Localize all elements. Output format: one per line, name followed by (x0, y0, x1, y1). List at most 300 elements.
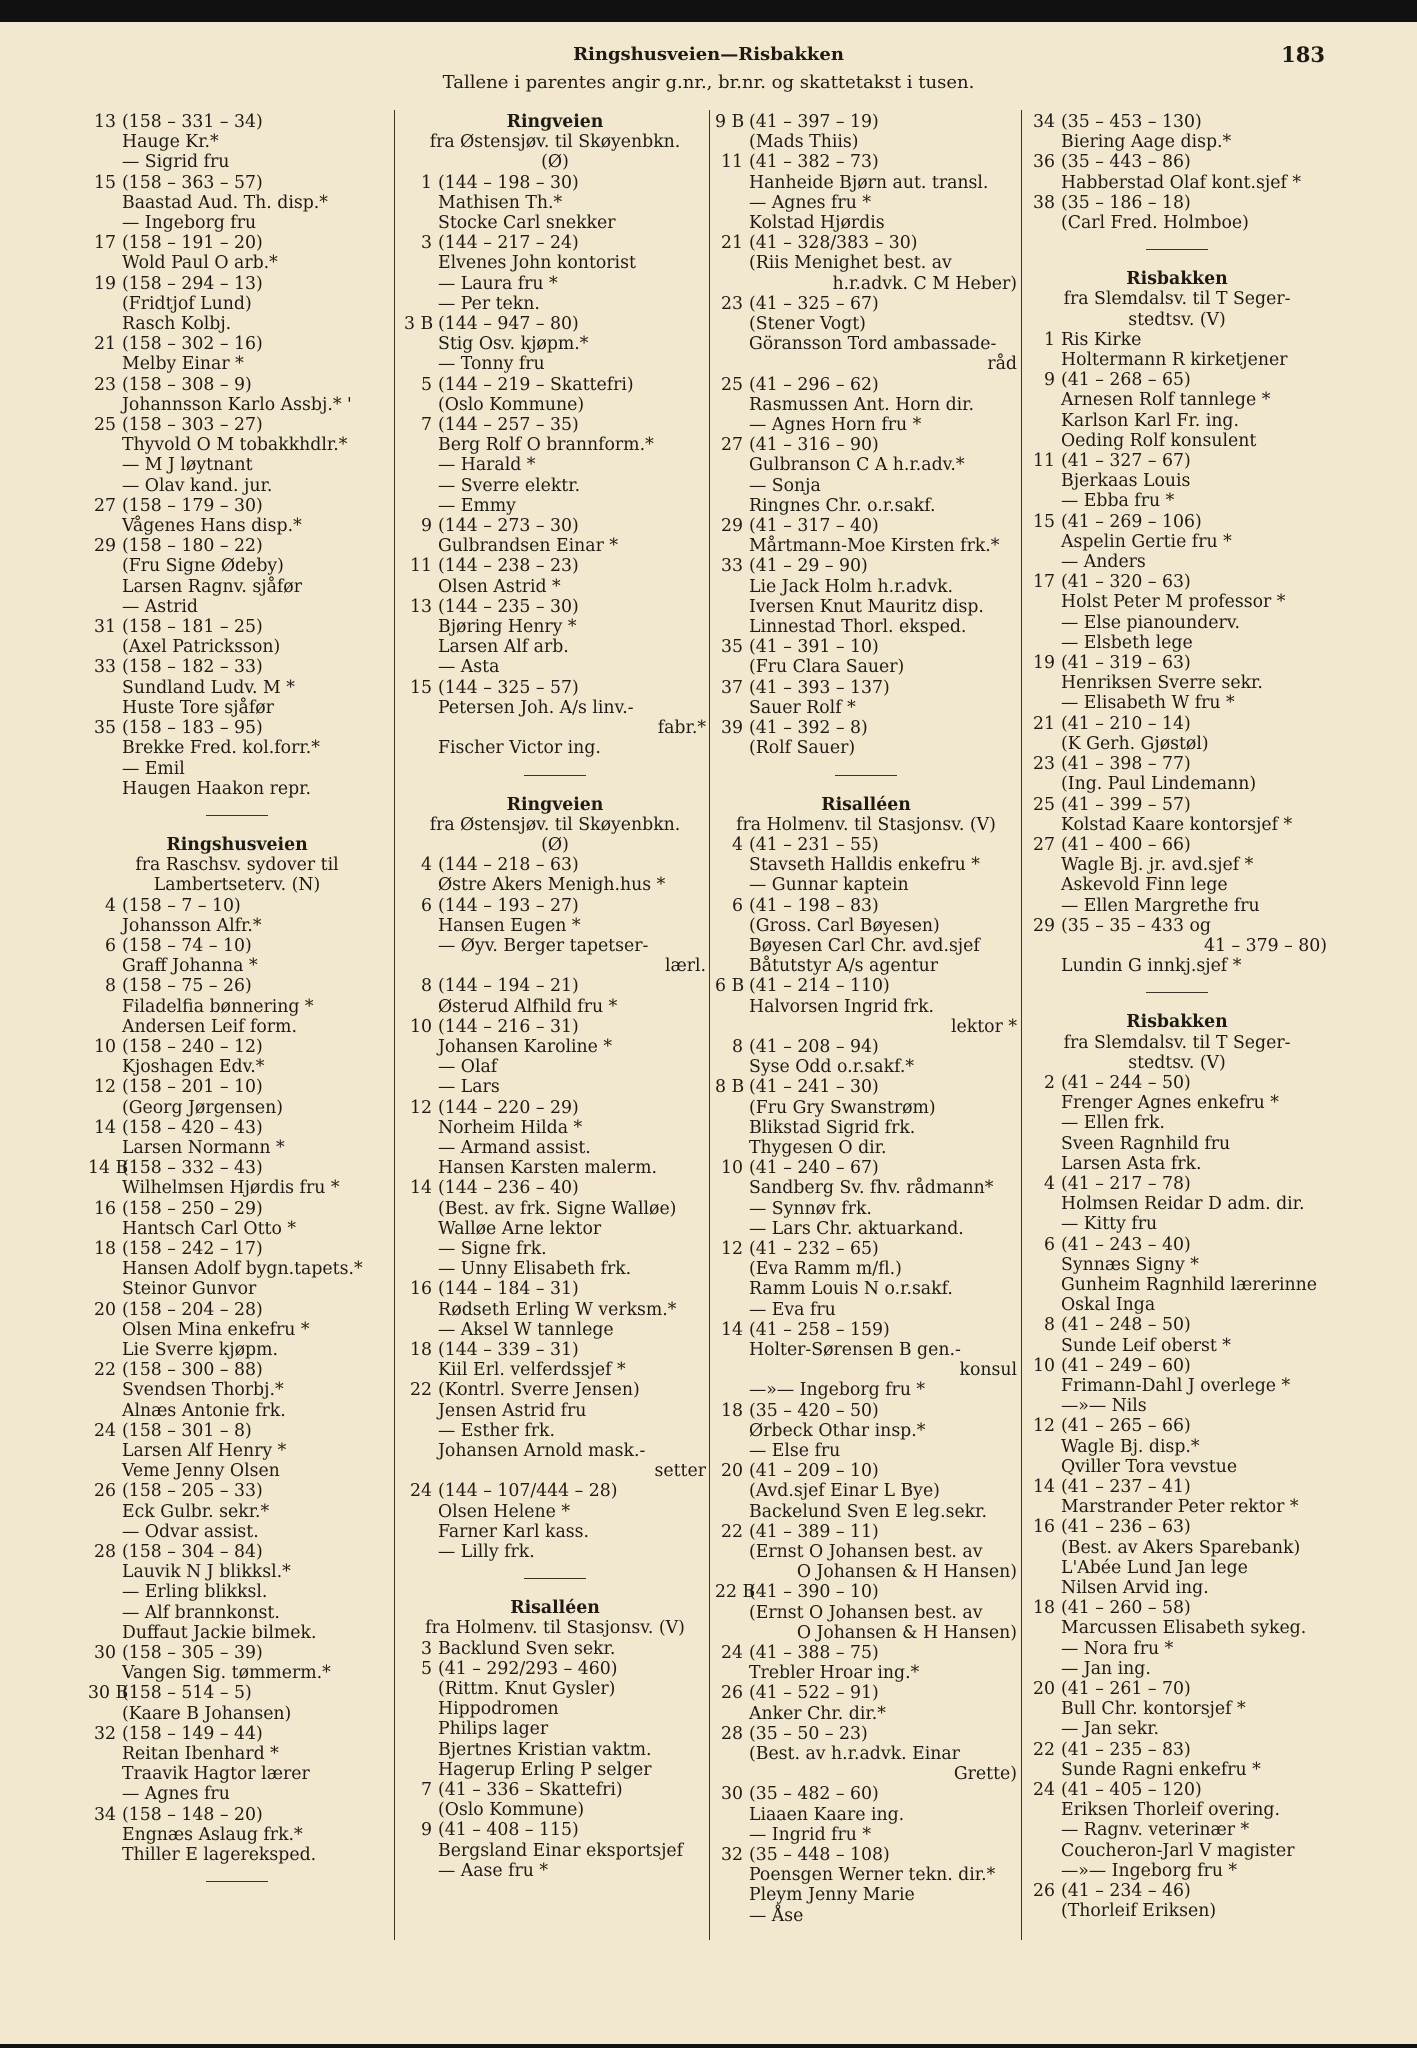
entry-text: Norheim Hilda * (438, 1117, 583, 1138)
directory-entry (88, 334, 386, 354)
entry-text: Mathisen Th.* (438, 192, 563, 213)
entry-text: — Olav kand. jur. (122, 475, 273, 496)
directory-entry (715, 997, 1017, 1017)
house-number (88, 1219, 122, 1239)
house-number: 3 B (404, 314, 434, 335)
entry-text: (Gross. Carl Bøyesen) (749, 915, 940, 936)
entry-text: (35 – 420 – 50) (749, 1400, 879, 1421)
directory-entry (715, 152, 1017, 172)
house-number (404, 294, 438, 314)
directory-entry (404, 875, 706, 895)
house-number (715, 1865, 749, 1885)
directory-entry (404, 1300, 706, 1320)
house-number (88, 435, 122, 455)
house-number: 14 (721, 1319, 743, 1340)
house-number (88, 577, 122, 597)
entry-text: Gulbrandsen Einar * (438, 536, 618, 557)
directory-entry (404, 193, 706, 213)
house-number (1027, 1194, 1061, 1214)
directory-entry (715, 1461, 1017, 1481)
entry-text: Sandberg Sv. fhv. rådmann* (749, 1178, 994, 1199)
directory-entry (404, 1719, 706, 1739)
entry-text: (158 – 242 – 17) (122, 1238, 263, 1259)
directory-entry (715, 1603, 1017, 1623)
entry-text: Oeding Rolf konsulent (1061, 430, 1257, 451)
entry-text: Poensgen Werner tekn. dir.* (749, 1865, 996, 1886)
entry-text: Blikstad Sigrid frk. (749, 1117, 916, 1138)
entry-text: (158 – 301 – 8) (122, 1420, 252, 1441)
directory-entry (88, 698, 386, 718)
directory-entry (404, 1841, 706, 1861)
directory-entry (88, 233, 386, 253)
entry-text: — Elisabeth W fru * (1061, 693, 1235, 714)
directory-entry (1027, 653, 1327, 673)
directory-entry (88, 1017, 386, 1037)
house-number (1027, 132, 1061, 152)
house-number: 12 (721, 1238, 743, 1259)
directory-entry (88, 1724, 386, 1744)
entry-text: Biering Aage disp.* (1061, 132, 1232, 153)
house-number (715, 597, 749, 617)
street-heading: Ringveien (506, 794, 604, 815)
entry-text: — Asta (438, 657, 500, 678)
house-number (88, 1441, 122, 1461)
directory-entry (404, 233, 706, 253)
house-number (88, 556, 122, 576)
house-number (404, 1502, 438, 1522)
house-number: 13 (94, 112, 116, 132)
directory-entry (1027, 1315, 1327, 1335)
house-number (1027, 431, 1061, 451)
entry-text: (41 – 327 – 67) (1061, 451, 1191, 472)
directory-entry (1027, 693, 1327, 713)
entry-text: — Eva fru (749, 1299, 836, 1320)
directory-entry (715, 375, 1017, 395)
entry-text: Haugen Haakon repr. (122, 778, 311, 799)
house-number: 6 (105, 935, 116, 956)
entry-text: — Aase fru * (438, 1860, 549, 1881)
house-number: 33 (94, 657, 116, 678)
house-number (1027, 1376, 1061, 1396)
entry-text: Henriksen Sverre sekr. (1061, 673, 1263, 694)
house-number (88, 455, 122, 475)
entry-text: — Per tekn. (438, 293, 540, 314)
directory-entry (1027, 1416, 1327, 1436)
directory-entry (1027, 1881, 1327, 1901)
directory-entry (1027, 1275, 1327, 1295)
directory-entry (715, 496, 1017, 516)
directory-entry (1027, 1901, 1327, 1921)
entry-text: (41 – 217 – 78) (1061, 1173, 1191, 1194)
entry-text: Alnæs Antonie frk. (122, 1400, 286, 1421)
entry-text: Göransson Tord ambassade- (749, 334, 997, 355)
house-number: 26 (721, 1683, 743, 1704)
house-number: 15 (410, 677, 432, 698)
directory-entry (404, 896, 706, 916)
entry-text: Holmsen Reidar D adm. dir. (1061, 1194, 1305, 1215)
directory-entry (715, 1845, 1017, 1865)
house-number: 16 (1033, 1517, 1055, 1538)
entry-text: — Lars (438, 1077, 500, 1098)
house-number (1027, 350, 1061, 370)
entry-text: (41 – 234 – 46) (1061, 1881, 1191, 1902)
entry-text: Gunheim Ragnhild lærerinne (1061, 1274, 1318, 1295)
street-heading: Risalléen (821, 794, 911, 815)
directory-entry (1027, 112, 1327, 132)
entry-text: (158 – 294 – 13) (122, 273, 263, 294)
house-number (404, 193, 438, 213)
entry-text: Veme Jenny Olsen (122, 1461, 280, 1482)
house-number: 1 (421, 172, 432, 193)
entry-continuation: råd (987, 354, 1017, 375)
directory-entry (404, 597, 706, 617)
house-number (88, 1663, 122, 1683)
directory-entry (715, 1522, 1017, 1542)
directory-entry (404, 415, 706, 435)
directory-entry (404, 657, 706, 677)
entry-text: (144 – 220 – 29) (438, 1097, 579, 1118)
house-number (715, 657, 749, 677)
directory-entry (715, 1300, 1017, 1320)
house-number (88, 1098, 122, 1118)
house-number (404, 1421, 438, 1441)
directory-entry (88, 1259, 386, 1279)
entry-text: — Ragnv. veterinær * (1061, 1820, 1250, 1841)
entry-text: Arnesen Rolf tannlege * (1061, 390, 1271, 411)
street-range: fra Slemdalsv. til T Seger- (1063, 1032, 1291, 1053)
house-number: 5 (421, 1658, 432, 1679)
house-number: 32 (94, 1723, 116, 1744)
entry-text: Elvenes John kontorist (438, 253, 636, 274)
section-divider (835, 775, 897, 776)
house-number: 4 (1044, 1173, 1055, 1194)
column-divider (394, 110, 395, 1940)
directory-entry (715, 1865, 1017, 1885)
entry-text: —»— Ingeborg fru * (749, 1380, 926, 1401)
house-number: 6 (421, 895, 432, 916)
directory-entry (1027, 1679, 1327, 1699)
house-number (715, 1138, 749, 1158)
directory-entry (404, 1800, 706, 1820)
directory-entry (88, 1461, 386, 1481)
street-range: Lambertseterv. (N) (153, 875, 321, 896)
directory-entry (404, 1199, 706, 1219)
entry-text: —»— Nils (1061, 1396, 1147, 1417)
entry-text: (35 – 482 – 60) (749, 1784, 879, 1805)
directory-entry (88, 1441, 386, 1461)
house-number (88, 1623, 122, 1643)
entry-text: (158 – 250 – 29) (122, 1198, 263, 1219)
street-heading: Risbakken (1126, 269, 1228, 290)
directory-entry (715, 1077, 1017, 1097)
entry-text: Askevold Finn lege (1061, 875, 1228, 896)
house-number (715, 1542, 749, 1562)
column-1 (88, 112, 386, 1901)
house-number (715, 1279, 749, 1299)
directory-entry (715, 738, 1017, 758)
house-number (1027, 1457, 1061, 1477)
entry-text: — Astrid (122, 596, 198, 617)
directory-entry (1027, 855, 1327, 875)
entry-text: (144 – 238 – 23) (438, 556, 579, 577)
house-number (715, 314, 749, 334)
directory-entry (88, 1784, 386, 1804)
directory-entry (1027, 1659, 1327, 1679)
directory-entry (1027, 1336, 1327, 1356)
directory-entry (404, 1340, 706, 1360)
house-number (715, 1663, 749, 1683)
house-number: 25 (94, 415, 116, 436)
directory-entry (404, 1219, 706, 1239)
directory-entry (404, 976, 706, 996)
entry-text: (41 – 260 – 58) (1061, 1598, 1191, 1619)
house-number: 28 (94, 1542, 116, 1563)
house-number: 11 (410, 556, 432, 577)
directory-entry (1027, 1800, 1327, 1820)
directory-entry (88, 1138, 386, 1158)
house-number: 21 (1033, 713, 1055, 734)
directory-entry (1027, 1497, 1327, 1517)
entry-text: (41 – 328/383 – 30) (749, 233, 918, 254)
entry-text: (Kontrl. Sverre Jensen) (438, 1380, 640, 1401)
directory-entry (1027, 370, 1327, 390)
entry-continuation: O Johansen & H Hansen) (796, 1622, 1017, 1643)
directory-entry (1027, 1356, 1327, 1376)
directory-entry (88, 213, 386, 233)
entry-text: (Avd.sjef Einar L Bye) (749, 1481, 940, 1502)
directory-entry (404, 536, 706, 556)
house-number (88, 779, 122, 799)
directory-entry (88, 1158, 386, 1178)
house-number (715, 617, 749, 637)
house-number (1027, 1093, 1061, 1113)
house-number: 18 (410, 1339, 432, 1360)
directory-entry (1027, 795, 1327, 815)
directory-entry (1027, 774, 1327, 794)
directory-entry (1027, 673, 1327, 693)
house-number (404, 1259, 438, 1279)
entry-text: — Ellen frk. (1061, 1113, 1165, 1134)
house-number: 8 B (715, 1077, 745, 1098)
house-number (1027, 633, 1061, 653)
house-number: 14 (94, 1117, 116, 1138)
directory-entry (404, 1740, 706, 1760)
house-number: 10 (721, 1158, 743, 1179)
directory-entry (88, 1805, 386, 1825)
house-number: 27 (721, 435, 743, 456)
house-number: 32 (721, 1845, 743, 1866)
entry-text: Hauge Kr.* (122, 132, 219, 153)
directory-entry (715, 835, 1017, 855)
street-range: fra Slemdalsv. til T Seger- (1063, 289, 1291, 310)
entry-text: (158 – 303 – 27) (122, 415, 263, 436)
directory-entry (404, 1679, 706, 1699)
entry-text: Walløe Arne lektor (438, 1218, 602, 1239)
house-number (715, 1057, 749, 1077)
entry-text: (41 – 399 – 57) (1061, 794, 1191, 815)
directory-entry (715, 395, 1017, 415)
house-number (715, 875, 749, 895)
house-number (404, 916, 438, 936)
directory-entry (715, 213, 1017, 233)
entry-text: — Lars Chr. aktuarkand. (749, 1218, 964, 1239)
entry-text: Sunde Ragni enkefru * (1061, 1759, 1261, 1780)
house-number (88, 1502, 122, 1522)
entry-text: Sunde Leif oberst * (1061, 1335, 1231, 1356)
house-number (1027, 471, 1061, 491)
entry-text: Trebler Hroar ing.* (749, 1663, 920, 1684)
house-number: 8 (732, 1036, 743, 1057)
directory-entry (88, 1199, 386, 1219)
house-number: 15 (1033, 511, 1055, 532)
directory-entry (404, 395, 706, 415)
house-number (88, 1562, 122, 1582)
house-number (404, 1199, 438, 1219)
directory-entry (715, 476, 1017, 496)
house-number (715, 1199, 749, 1219)
house-number (88, 1522, 122, 1542)
directory-entry (1027, 1841, 1327, 1861)
house-number (1027, 693, 1061, 713)
directory-entry (715, 1704, 1017, 1724)
entry-text: Wold Paul O arb.* (122, 253, 278, 274)
directory-entry (715, 1724, 1017, 1744)
house-number: 18 (94, 1238, 116, 1259)
entry-text: Coucheron-Jarl V magister (1061, 1840, 1295, 1861)
house-number: 4 (732, 834, 743, 855)
house-number: 16 (410, 1279, 432, 1300)
entry-text: — Odvar assist. (122, 1521, 259, 1542)
directory-entry (88, 1764, 386, 1784)
house-number (1027, 1618, 1061, 1638)
entry-text: Engnæs Aslaug frk.* (122, 1824, 303, 1845)
entry-text: (Riis Menighet best. av (749, 253, 952, 274)
directory-entry (88, 1825, 386, 1845)
directory-entry (715, 936, 1017, 956)
entry-continuation: fabr.* (657, 718, 706, 739)
directory-entry (715, 577, 1017, 597)
directory-entry (715, 1421, 1017, 1441)
section-divider (524, 1578, 586, 1579)
directory-entry (88, 1320, 386, 1340)
entry-text: Sauer Rolf * (749, 697, 856, 718)
directory-entry (715, 1401, 1017, 1421)
entry-text: (41 – 390 – 10) (749, 1582, 879, 1603)
entry-text: Larsen Normann * (122, 1137, 285, 1158)
house-number (88, 294, 122, 314)
entry-text: Duffaut Jackie bilmek. (122, 1622, 317, 1643)
house-number (1027, 1396, 1061, 1416)
house-number (88, 314, 122, 334)
directory-entry (715, 718, 1017, 738)
directory-entry (715, 314, 1017, 334)
house-number (88, 152, 122, 172)
directory-entry (1027, 1457, 1327, 1477)
house-number (715, 577, 749, 597)
directory-entry (1027, 754, 1327, 774)
house-number (715, 536, 749, 556)
entry-text: (41 – 397 – 19) (749, 112, 879, 132)
entry-text: (158 – 363 – 57) (122, 172, 263, 193)
directory-entry (404, 698, 706, 718)
house-number (715, 1885, 749, 1905)
house-number (404, 1138, 438, 1158)
directory-entry (1027, 213, 1327, 233)
directory-entry (404, 1659, 706, 1679)
house-number: 6 B (715, 976, 745, 997)
entry-text: (41 – 522 – 91) (749, 1683, 879, 1704)
directory-entry (715, 617, 1017, 637)
directory-entry (715, 678, 1017, 698)
house-number (715, 1906, 749, 1926)
house-number: 13 (410, 596, 432, 617)
entry-text: (41 – 292/293 – 460) (438, 1658, 618, 1679)
house-number (715, 193, 749, 213)
directory-entry (715, 1481, 1017, 1501)
entry-text: (144 – 218 – 63) (438, 855, 579, 876)
entry-text: (158 – 332 – 43) (122, 1158, 263, 1179)
directory-entry (88, 132, 386, 152)
directory-entry (404, 1259, 706, 1279)
entry-text: Hantsch Carl Otto * (122, 1218, 297, 1239)
directory-entry (404, 314, 706, 334)
house-number (1027, 1113, 1061, 1133)
page-title: Ringshusveien—Risbakken (573, 44, 844, 65)
house-number (88, 193, 122, 213)
directory-entry (715, 1441, 1017, 1461)
house-number (88, 516, 122, 536)
house-number (715, 395, 749, 415)
entry-text: (41 – 261 – 70) (1061, 1679, 1191, 1700)
entry-text: (158 – 302 – 16) (122, 334, 263, 355)
house-number: 12 (410, 1097, 432, 1118)
entry-text: — Esther frk. (438, 1420, 555, 1441)
entry-text: (144 – 194 – 21) (438, 976, 579, 997)
house-number (88, 1704, 122, 1724)
directory-entry (1027, 451, 1327, 471)
house-number (404, 476, 438, 496)
directory-entry (404, 1037, 706, 1057)
directory-entry (715, 1340, 1017, 1360)
directory-entry (1027, 714, 1327, 734)
entry-text: (158 – 240 – 12) (122, 1036, 263, 1057)
directory-entry (404, 1077, 706, 1097)
entry-text: Habberstad Olaf kont.sjef * (1061, 172, 1301, 193)
house-number (88, 476, 122, 496)
directory-entry (1027, 390, 1327, 410)
house-number (88, 1279, 122, 1299)
directory-entry (404, 997, 706, 1017)
entry-text: (41 – 198 – 83) (749, 895, 879, 916)
entry-text: (158 – 182 – 33) (122, 657, 263, 678)
directory-entry (1027, 1214, 1327, 1234)
directory-entry (404, 1380, 706, 1400)
house-number (715, 698, 749, 718)
house-number: 30 (721, 1784, 743, 1805)
entry-text: Marstrander Peter rektor * (1061, 1497, 1299, 1518)
column-divider (1021, 110, 1022, 1940)
directory-entry (715, 1825, 1017, 1845)
entry-text: Bøyesen Carl Chr. avd.sjef (749, 935, 980, 956)
directory-entry (1027, 734, 1327, 754)
directory-entry (88, 936, 386, 956)
entry-text: Steinor Gunvor (122, 1279, 257, 1300)
directory-entry (404, 1522, 706, 1542)
entry-text: Philips lager (438, 1719, 549, 1740)
entry-text: (144 – 273 – 30) (438, 516, 579, 537)
directory-entry (404, 1178, 706, 1198)
house-number (1027, 1861, 1061, 1881)
